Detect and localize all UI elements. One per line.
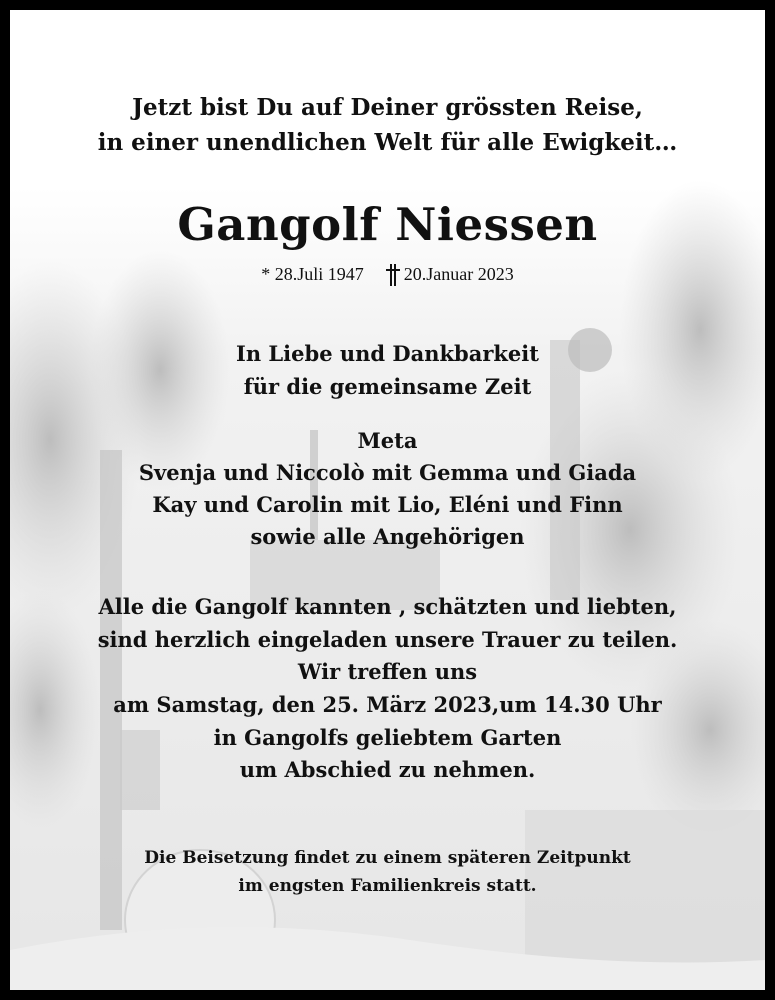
mourner-line: Kay und Carolin mit Lio, Eléni und Finn bbox=[152, 492, 623, 517]
mourner-line: Svenja und Niccolò mit Gemma und Giada bbox=[138, 460, 637, 485]
invitation-line: Wir treffen uns bbox=[297, 659, 478, 684]
invitation-line: um Abschied zu nehmen. bbox=[239, 757, 536, 782]
motto-line-2: in einer unendlichen Welt für alle Ewigkeit… bbox=[97, 129, 678, 156]
invitation-line: am Samstag, den 25. März 2023,um 14.30 Uhr bbox=[113, 692, 662, 717]
gratitude-line-1: In Liebe und Dankbarkeit bbox=[236, 341, 539, 366]
death-date: 20.Januar 2023 bbox=[403, 264, 514, 285]
double-cross-icon bbox=[386, 264, 400, 286]
deceased-name: Gangolf Niessen bbox=[177, 198, 598, 251]
mourner-line: sowie alle Angehörigen bbox=[250, 524, 525, 549]
mourner-line: Meta bbox=[357, 428, 418, 453]
motto-line-1: Jetzt bist Du auf Deiner grössten Reise, bbox=[132, 94, 643, 121]
obituary-card bbox=[10, 10, 765, 990]
birth-date: * 28.Juli 1947 bbox=[261, 264, 364, 285]
burial-note-line: im engsten Familienkreis statt. bbox=[238, 876, 537, 896]
life-dates bbox=[10, 263, 765, 286]
invitation-line: in Gangolfs geliebtem Garten bbox=[213, 725, 562, 750]
gratitude-line-2: für die gemeinsame Zeit bbox=[243, 374, 532, 399]
obituary-text bbox=[10, 10, 765, 990]
burial-note-line: Die Beisetzung findet zu einem späteren Zeitpunkt bbox=[144, 848, 631, 868]
invitation-line: Alle die Gangolf kannten , schätzten und liebten, bbox=[98, 594, 677, 619]
invitation-line: sind herzlich eingeladen unsere Trauer zu teilen. bbox=[97, 627, 678, 652]
